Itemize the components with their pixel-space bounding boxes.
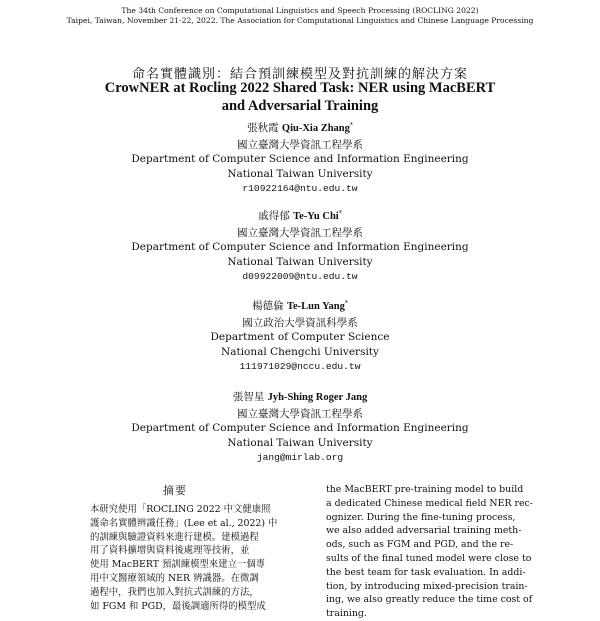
abstract-line: ods, such as FGM and PGD, and the re- — [326, 539, 514, 551]
abstract-line: 用了資料擴增與資料後處理等技術，並 — [90, 545, 250, 557]
equal-contribution-mark: * — [344, 300, 348, 307]
author-email[interactable]: 111971029@nccu.edu.tw — [239, 361, 361, 372]
author-name-zh: 戚得郁 — [258, 210, 290, 222]
author-name-en: Qiu-Xia Zhang — [281, 123, 350, 134]
equal-contribution-mark: * — [338, 210, 342, 217]
author-department: Department of Computer Science and Information Engineering — [131, 422, 469, 434]
abstract-line: a dedicated Chinese medical field NER rec- — [326, 497, 533, 509]
abstract-heading: 摘要 — [163, 484, 187, 497]
abstract-line: 的訓練與驗證資料來進行建模。建模過程 — [90, 531, 259, 543]
author-university: National Chengchi University — [221, 346, 379, 358]
author-university: National Taiwan University — [227, 168, 373, 180]
title-english-line-2: and Adversarial Training — [221, 98, 379, 114]
abstract-right-column — [326, 483, 533, 621]
conference-line-2: Taipei, Taiwan, November 21-22, 2022. The Association for Computational Linguistics and Chinese Language Processing — [66, 16, 534, 25]
abstract-line: 用中文醫療領域的 NER 辨識器。在微調 — [90, 572, 259, 584]
author-affiliation-zh: 國立臺灣大學資訊工程學系 — [237, 139, 363, 151]
author-name-en: Te-Lun Yang — [286, 301, 345, 312]
author-name-zh: 楊德倫 — [252, 300, 284, 312]
abstract-line: 使用 MacBERT 預訓練模型來建立一個專 — [90, 559, 266, 571]
title-chinese: 命名實體識別：結合預訓練模型及對抗訓練的解決方案 — [131, 67, 468, 82]
author-university: National Taiwan University — [227, 256, 373, 268]
title-english-line-1: CrowNER at Rocling 2022 Shared Task: NER using MacBERT — [104, 80, 496, 96]
equal-contribution-mark: * — [349, 122, 353, 129]
author-name — [0, 298, 600, 313]
abstract-line: training. — [326, 608, 367, 620]
author-email[interactable]: jang@mirlab.org — [256, 452, 344, 463]
author-department: Department of Computer Science and Information Engineering — [131, 241, 469, 253]
author-name — [0, 208, 600, 223]
author-university: National Taiwan University — [227, 437, 373, 449]
author-email[interactable]: r10922164@ntu.edu.tw — [242, 183, 358, 194]
abstract-line: 本研究使用「ROCLING 2022 中文健康照 — [90, 504, 271, 515]
abstract-line: 護命名實體辨識任務」(Lee et al., 2022) 中 — [90, 517, 278, 529]
author-name-en: Te-Yu Chi — [293, 211, 339, 222]
author-name-en: Jyh-Shing Roger Jang — [267, 392, 368, 403]
author-email[interactable]: d09922009@ntu.edu.tw — [242, 271, 358, 282]
author-affiliation-zh: 國立臺灣大學資訊工程學系 — [237, 408, 363, 420]
abstract-line: 過程中，我們也加入對抗式訓練的方法， — [90, 586, 259, 598]
author-name-zh: 張秋霞 — [247, 122, 279, 134]
author-name-zh: 張智星 — [232, 391, 265, 403]
abstract-line: 如 FGM 和 PGD，最後調適所得的模型成 — [90, 600, 266, 612]
author-affiliation-zh: 國立臺灣大學資訊工程學系 — [237, 227, 363, 239]
abstract-line: the MacBERT pre-training model to build — [326, 484, 524, 495]
abstract-line: we also added adversarial training meth- — [326, 525, 522, 537]
abstract-line: ognizer. During the fine-tuning process, — [326, 511, 516, 523]
abstract-line: sults of the final tuned model were close to — [326, 552, 532, 564]
author-name — [0, 120, 600, 135]
abstract-line: the best team for task evaluation. In addi- — [326, 566, 526, 578]
author-name — [0, 389, 600, 404]
author-affiliation-zh: 國立政治大學資訊科學系 — [242, 317, 358, 329]
abstract-line: ing, we also greatly reduce the time cost of — [326, 594, 533, 606]
author-department: Department of Computer Science and Information Engineering — [131, 153, 469, 165]
author-department: Department of Computer Science — [210, 331, 390, 343]
abstract-left-column — [90, 503, 278, 613]
abstract-line: tion, by introducing mixed-precision train- — [326, 580, 528, 592]
conference-line-1: The 34th Conference on Computational Linguistics and Speech Processing (ROCLING 2022) — [121, 6, 479, 15]
